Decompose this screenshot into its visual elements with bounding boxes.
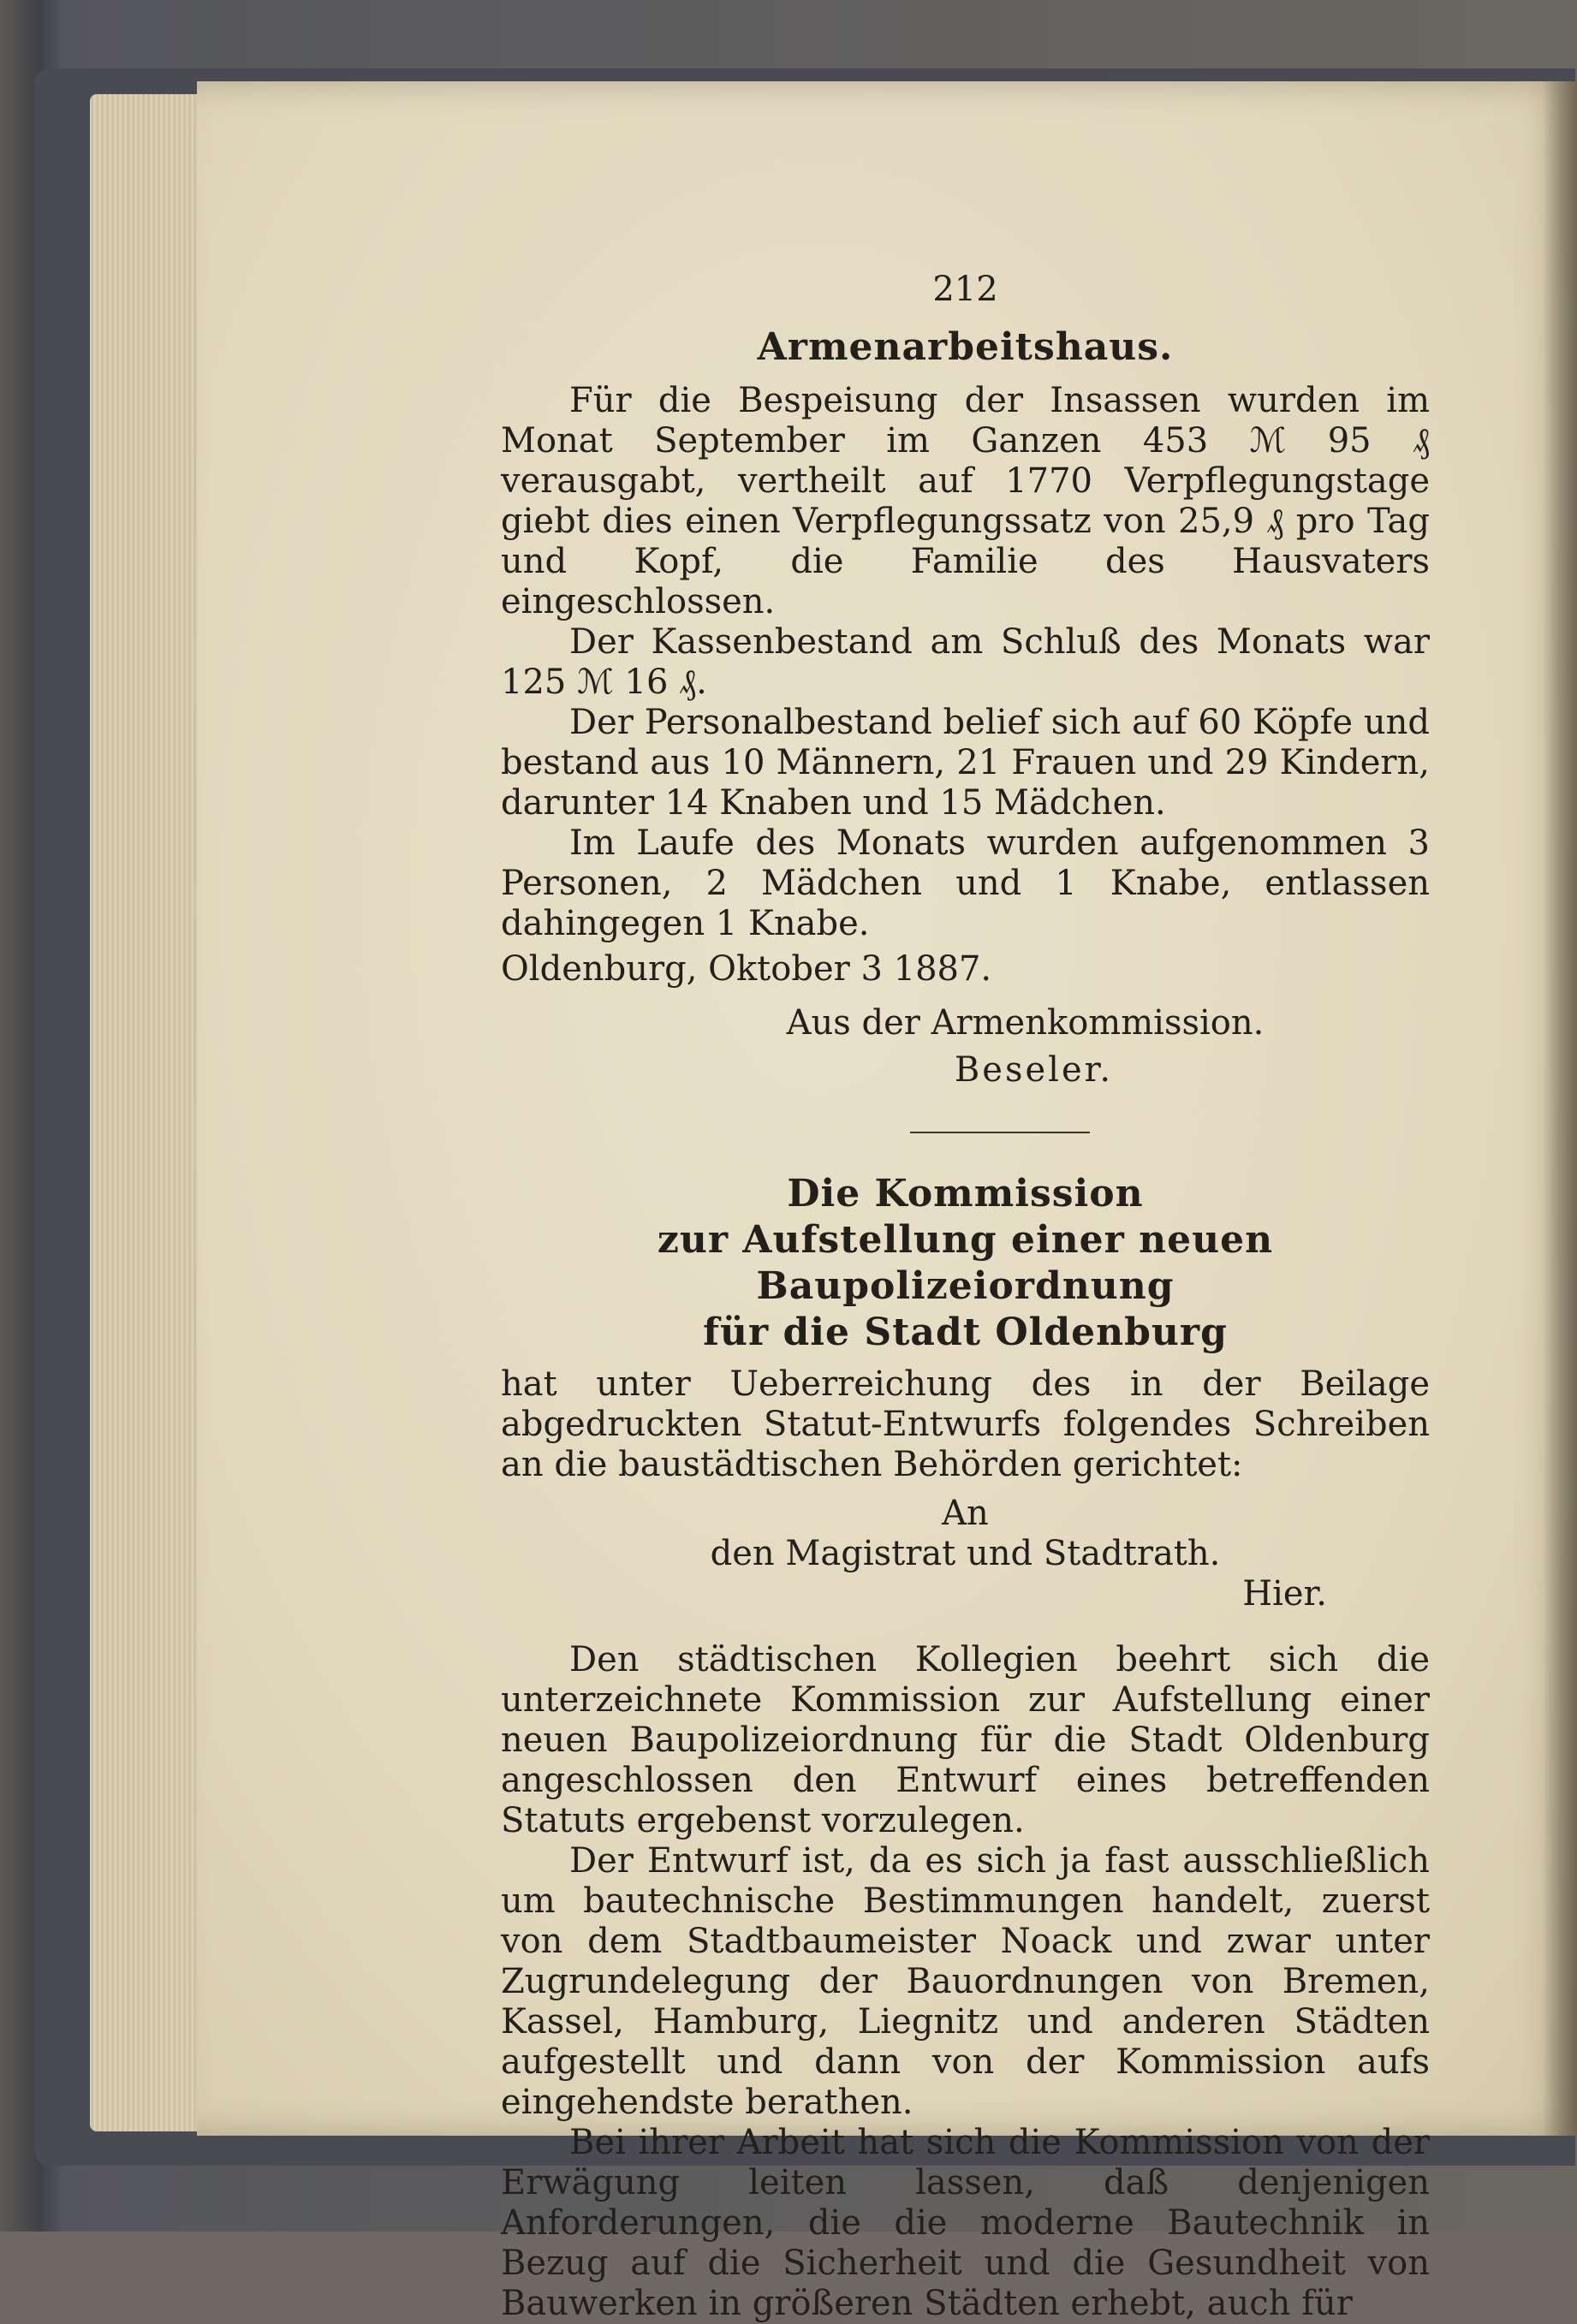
address-line: den Magistrat und Stadtrath. xyxy=(710,1534,1221,1573)
title-line: zur Aufstellung einer neuen Baupolizeiordnung xyxy=(657,1218,1274,1308)
paragraph: Bei ihrer Arbeit hat sich die Kommission von der Erwägung leiten lassen, daß denjenigen Anforderungen, die die moderne Bautechnik in Bezug auf die Sicherheit und die Gesundheit von Bauwerken in größeren Städten erhebt, auch für xyxy=(501,2123,1430,2323)
section-title-kommission xyxy=(501,1171,1430,1356)
title-line: Die Kommission xyxy=(787,1172,1144,1215)
page-number: 212 xyxy=(932,270,998,309)
paragraph: Für die Bespeisung der Insassen wurden im Monat September im Ganzen 453 ℳ 95 ₰ verausgabt, vertheilt auf 1770 Verpflegungstage giebt dies einen Verpflegungssatz von 25,9 ₰ pro Tag und Kopf, die Familie des Hausvaters eingeschlossen. xyxy=(501,381,1430,621)
page-edges xyxy=(90,94,210,2131)
page-text xyxy=(501,270,1430,2324)
address-line: Hier. xyxy=(1242,1574,1327,1614)
paragraph: Der Kassenbestand am Schluß des Monats war 125 ℳ 16 ₰. xyxy=(501,622,1430,702)
signature: Beseler. xyxy=(954,1050,1114,1090)
page-gutter-shadow xyxy=(1543,81,1577,2136)
paragraph: Im Laufe des Monats wurden aufgenommen 3 Personen, 2 Mädchen und 1 Knabe, entlassen dahingegen 1 Knabe. xyxy=(501,823,1430,943)
sender-line: Aus der Armenkommission. xyxy=(786,1003,1265,1043)
section-title-armenarbeitshaus: Armenarbeitshaus. xyxy=(757,325,1174,369)
title-line: für die Stadt Oldenburg xyxy=(703,1311,1228,1354)
paragraph: Der Personalbestand belief sich auf 60 Köpfe und bestand aus 10 Männern, 21 Frauen und 29 Kindern, darunter 14 Knaben und 15 Mädchen. xyxy=(501,703,1430,823)
dateline: Oldenburg, Oktober 3 1887. xyxy=(501,949,992,989)
address-line: An xyxy=(942,1494,989,1533)
paragraph: Den städtischen Kollegien beehrt sich die unterzeichnete Kommission zur Aufstellung einer neuen Baupolizeiordnung für die Stadt Oldenburg angeschlossen den Entwurf eines betreffenden Statuts ergebenst vorzulegen. xyxy=(501,1640,1430,1840)
intro-paragraph: hat unter Ueberreichung des in der Beilage abgedruckten Statut-Entwurfs folgendes Schreiben an die baustädtischen Behörden gerichtet: xyxy=(501,1364,1430,1484)
section-divider xyxy=(910,1132,1090,1133)
paragraph: Der Entwurf ist, da es sich ja fast ausschließlich um bautechnische Bestimmungen handelt, zuerst von dem Stadtbaumeister Noack und zwar unter Zugrundelegung der Bauordnungen von Bremen, Kassel, Hamburg, Liegnitz und anderen Städten aufgestellt und dann von der Kommission aufs eingehendste berathen. xyxy=(501,1841,1430,2122)
